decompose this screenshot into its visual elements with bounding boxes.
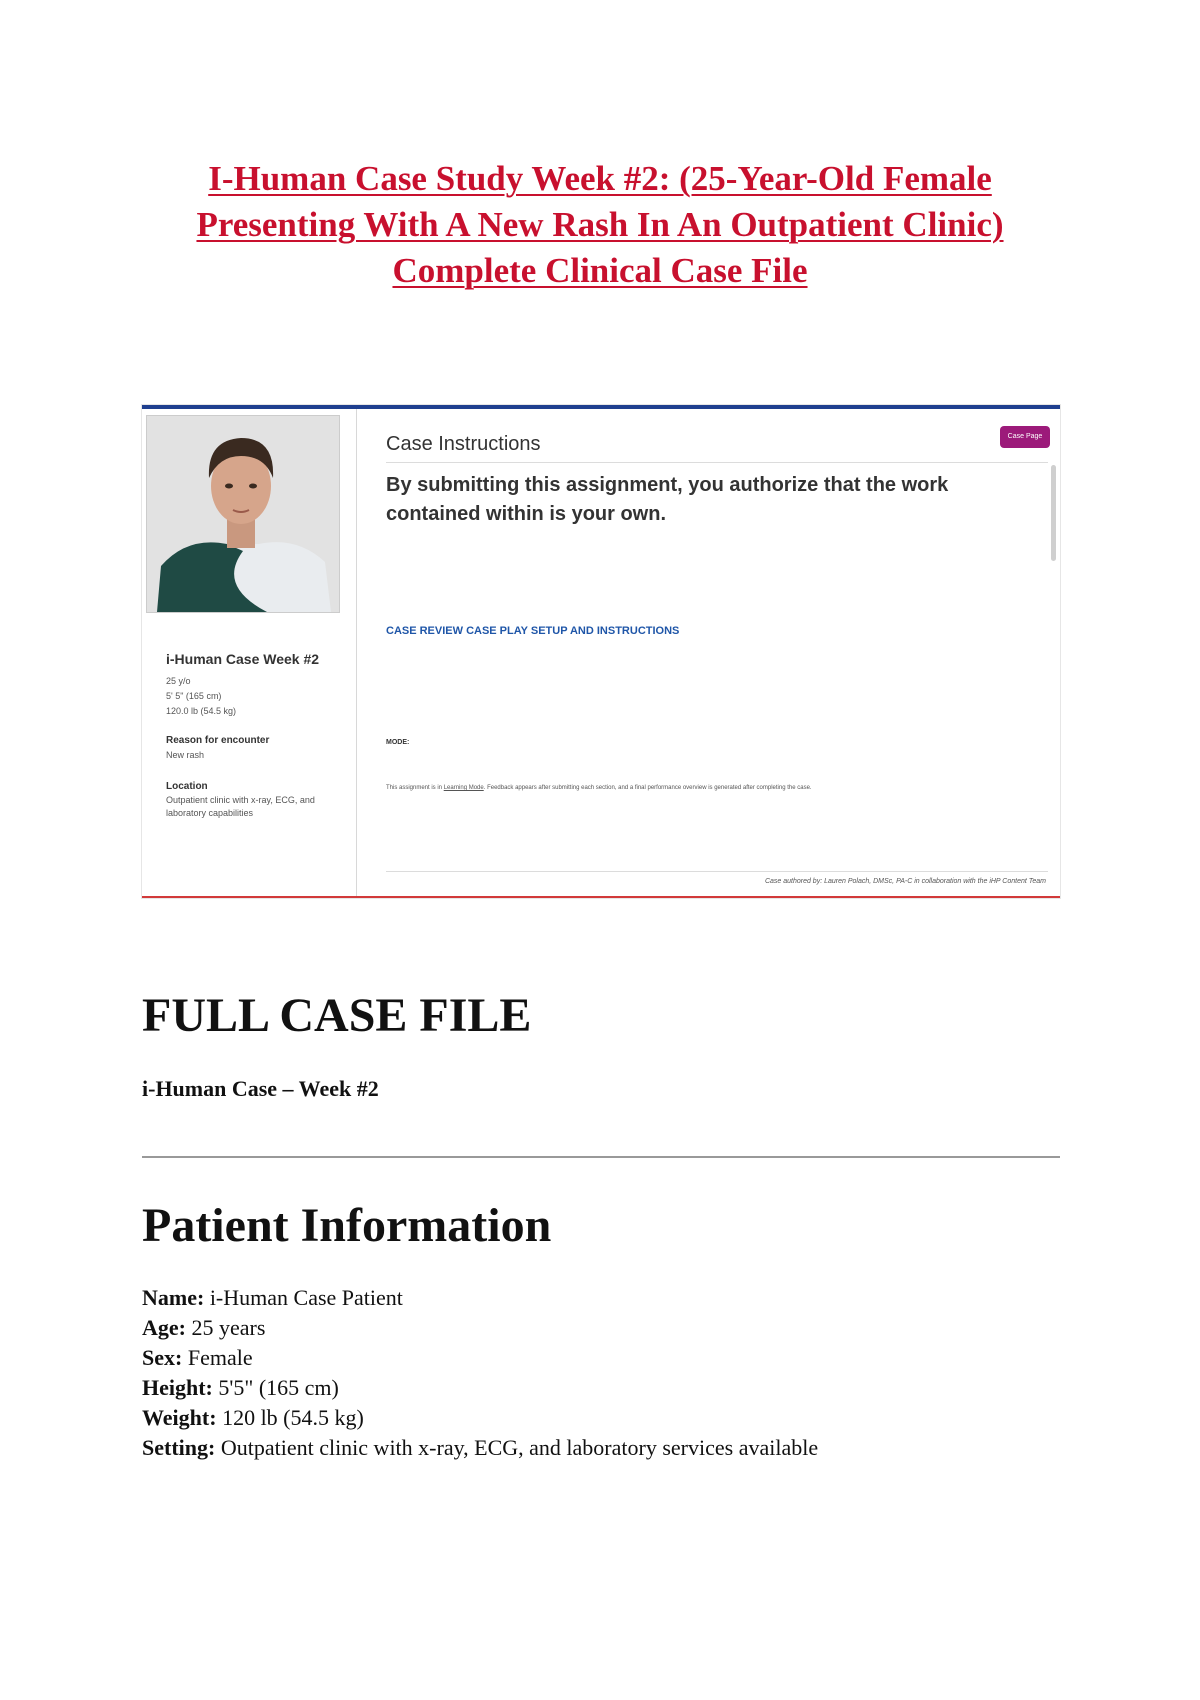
- case-page-button[interactable]: Case Page: [1000, 426, 1050, 448]
- case-instructions-panel: [356, 409, 1060, 896]
- location-label: Location: [166, 781, 208, 792]
- sidebar-case-title: i-Human Case Week #2: [166, 651, 320, 667]
- info-row-age: [142, 1313, 818, 1343]
- info-row-height: [142, 1373, 818, 1403]
- learning-mode-link[interactable]: Learning Mode: [443, 785, 484, 791]
- title-line-1: I-Human Case Study Week #2: (25-Year-Old Female: [208, 159, 992, 198]
- case-instructions-heading: Case Instructions: [386, 433, 541, 455]
- patient-information-heading: Patient Information: [142, 1199, 552, 1252]
- info-label: Weight:: [142, 1405, 217, 1430]
- info-value: i-Human Case Patient: [204, 1285, 403, 1310]
- info-label: Sex:: [142, 1345, 183, 1370]
- authorization-statement: By submitting this assignment, you authorize that the work contained within is your own.: [386, 474, 949, 525]
- patient-sidebar: [142, 409, 357, 896]
- avatar-illustration: [147, 416, 339, 612]
- reason-value: New rash: [166, 750, 205, 760]
- section-divider: [142, 1156, 1060, 1158]
- patient-avatar-image: [146, 415, 340, 613]
- full-case-file-heading: FULL CASE FILE: [142, 989, 532, 1042]
- info-row-setting: [142, 1433, 818, 1463]
- mode-text-pre: This assignment is in: [386, 785, 444, 791]
- mode-description: [386, 773, 1026, 803]
- info-row-sex: [142, 1343, 818, 1373]
- case-credit: Case authored by: Lauren Polach, DMSc, PA-C in collaboration with the iHP Content Team: [764, 878, 1046, 885]
- reason-label: Reason for encounter: [166, 735, 270, 746]
- mode-text-post: . Feedback appears after submitting each section, and a final performance overview is generated after completing the case.: [483, 785, 812, 791]
- info-label: Name:: [142, 1285, 205, 1310]
- setup-instructions-link[interactable]: CASE REVIEW CASE PLAY SETUP AND INSTRUCTIONS: [386, 625, 680, 637]
- info-value: Outpatient clinic with x-ray, ECG, and laboratory services available: [215, 1435, 819, 1460]
- location-value: Outpatient clinic with x-ray, ECG, and laboratory capabilities: [166, 795, 315, 818]
- scrollbar[interactable]: [1051, 465, 1056, 561]
- mode-label: MODE:: [386, 739, 410, 746]
- footer-divider: [386, 871, 1048, 872]
- title-line-2: Presenting With A New Rash In An Outpatient Clinic): [196, 205, 1004, 244]
- document-title: [140, 156, 1060, 294]
- patient-weight: 120.0 lb (54.5 kg): [166, 706, 237, 716]
- case-screenshot: [142, 405, 1060, 898]
- info-row-weight: [142, 1403, 818, 1433]
- info-label: Age:: [142, 1315, 186, 1340]
- patient-age: 25 y/o: [166, 676, 191, 686]
- info-value: Female: [182, 1345, 253, 1370]
- info-value: 5'5" (165 cm): [212, 1375, 339, 1400]
- info-value: 120 lb (54.5 kg): [216, 1405, 364, 1430]
- patient-height: 5' 5" (165 cm): [166, 691, 222, 701]
- case-subheading: i-Human Case – Week #2: [142, 1076, 379, 1101]
- info-label: Height:: [142, 1375, 213, 1400]
- info-label: Setting:: [142, 1435, 216, 1460]
- title-line-3: Complete Clinical Case File: [392, 251, 808, 290]
- info-value: 25 years: [185, 1315, 266, 1340]
- info-row-name: [142, 1283, 818, 1313]
- heading-divider: [386, 462, 1048, 463]
- patient-info-list: [142, 1283, 818, 1463]
